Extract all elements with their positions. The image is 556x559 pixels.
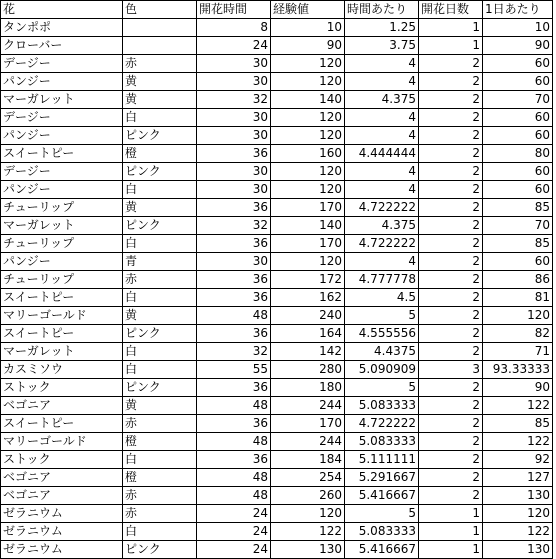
cell-bloom-time[interactable]: 32 — [197, 217, 271, 235]
table-row — [1, 343, 553, 361]
cell-exp[interactable]: 120 — [271, 109, 345, 127]
cell-exp[interactable]: 120 — [271, 505, 345, 523]
cell-per-day[interactable]: 122 — [483, 433, 553, 451]
cell-per-day[interactable]: 71 — [483, 343, 553, 361]
cell-bloom-time[interactable]: 30 — [197, 109, 271, 127]
cell-bloom-time[interactable]: 36 — [197, 199, 271, 217]
cell-color[interactable]: 白 — [123, 109, 197, 127]
cell-color[interactable]: 白 — [123, 289, 197, 307]
cell-exp[interactable]: 122 — [271, 523, 345, 541]
cell-flower[interactable]: スイートピー — [1, 325, 123, 343]
cell-per-day[interactable]: 90 — [483, 379, 553, 397]
cell-per-hour[interactable]: 4 — [345, 109, 419, 127]
cell-color[interactable]: 白 — [123, 181, 197, 199]
cell-per-day[interactable]: 93.33333 — [483, 361, 553, 379]
table-row — [1, 271, 553, 289]
table-row — [1, 181, 553, 199]
cell-exp[interactable]: 170 — [271, 415, 345, 433]
table-row — [1, 487, 553, 505]
cell-per-hour[interactable]: 4 — [345, 181, 419, 199]
cell-bloom-days[interactable]: 2 — [419, 55, 483, 73]
cell-color[interactable]: 黄 — [123, 91, 197, 109]
cell-per-day[interactable]: 122 — [483, 397, 553, 415]
cell-flower[interactable]: マーガレット — [1, 217, 123, 235]
cell-color[interactable] — [123, 19, 197, 37]
cell-per-day[interactable]: 85 — [483, 199, 553, 217]
cell-flower[interactable]: デージー — [1, 55, 123, 73]
cell-exp[interactable]: 184 — [271, 451, 345, 469]
cell-per-day[interactable]: 60 — [483, 109, 553, 127]
cell-flower[interactable]: ゼラニウム — [1, 541, 123, 559]
cell-flower[interactable]: デージー — [1, 109, 123, 127]
cell-color[interactable]: 黄 — [123, 307, 197, 325]
cell-bloom-time[interactable]: 8 — [197, 19, 271, 37]
cell-per-day[interactable]: 81 — [483, 289, 553, 307]
cell-exp[interactable]: 90 — [271, 37, 345, 55]
table-row — [1, 361, 553, 379]
cell-per-hour[interactable]: 4 — [345, 73, 419, 91]
cell-exp[interactable]: 240 — [271, 307, 345, 325]
header-row — [1, 1, 553, 19]
cell-per-day[interactable]: 60 — [483, 253, 553, 271]
cell-flower[interactable]: マリーゴールド — [1, 433, 123, 451]
cell-color[interactable]: ピンク — [123, 325, 197, 343]
cell-per-hour[interactable]: 4.375 — [345, 91, 419, 109]
cell-per-hour[interactable]: 4 — [345, 127, 419, 145]
cell-color[interactable]: ピンク — [123, 541, 197, 559]
header-cell-bloom-time[interactable]: 開花時間 — [197, 1, 271, 19]
cell-bloom-time[interactable]: 30 — [197, 253, 271, 271]
cell-per-hour[interactable]: 5.416667 — [345, 541, 419, 559]
cell-exp[interactable]: 120 — [271, 253, 345, 271]
cell-bloom-time[interactable]: 48 — [197, 487, 271, 505]
table-row — [1, 469, 553, 487]
cell-per-day[interactable]: 10 — [483, 19, 553, 37]
cell-per-hour[interactable]: 5 — [345, 307, 419, 325]
cell-per-day[interactable]: 92 — [483, 451, 553, 469]
cell-bloom-days[interactable]: 2 — [419, 451, 483, 469]
cell-per-hour[interactable]: 5.090909 — [345, 361, 419, 379]
cell-color[interactable]: ピンク — [123, 379, 197, 397]
cell-exp[interactable]: 164 — [271, 325, 345, 343]
cell-bloom-days[interactable]: 2 — [419, 199, 483, 217]
cell-bloom-time[interactable]: 36 — [197, 451, 271, 469]
cell-flower[interactable]: デージー — [1, 163, 123, 181]
cell-color[interactable]: 白 — [123, 523, 197, 541]
cell-exp[interactable]: 254 — [271, 469, 345, 487]
cell-bloom-days[interactable]: 2 — [419, 217, 483, 235]
cell-per-day[interactable]: 90 — [483, 37, 553, 55]
cell-bloom-time[interactable]: 36 — [197, 415, 271, 433]
table-row — [1, 37, 553, 55]
cell-bloom-days[interactable]: 2 — [419, 127, 483, 145]
cell-color[interactable]: 赤 — [123, 55, 197, 73]
cell-color[interactable]: 黄 — [123, 199, 197, 217]
cell-exp[interactable]: 120 — [271, 73, 345, 91]
cell-flower[interactable]: ベゴニア — [1, 397, 123, 415]
cell-per-hour[interactable]: 5 — [345, 379, 419, 397]
cell-bloom-days[interactable]: 2 — [419, 235, 483, 253]
table-row — [1, 289, 553, 307]
header-cell-flower[interactable]: 花 — [1, 1, 123, 19]
cell-bloom-time[interactable]: 30 — [197, 55, 271, 73]
cell-per-hour[interactable]: 4.722222 — [345, 235, 419, 253]
cell-bloom-days[interactable]: 2 — [419, 415, 483, 433]
cell-bloom-time[interactable]: 30 — [197, 73, 271, 91]
cell-exp[interactable]: 140 — [271, 217, 345, 235]
cell-per-hour[interactable]: 3.75 — [345, 37, 419, 55]
cell-flower[interactable]: ストック — [1, 451, 123, 469]
cell-bloom-days[interactable]: 2 — [419, 487, 483, 505]
cell-per-hour[interactable]: 4.5 — [345, 289, 419, 307]
cell-per-hour[interactable]: 4.4375 — [345, 343, 419, 361]
cell-bloom-days[interactable]: 2 — [419, 325, 483, 343]
cell-exp[interactable]: 172 — [271, 271, 345, 289]
cell-per-day[interactable]: 85 — [483, 415, 553, 433]
cell-bloom-time[interactable]: 36 — [197, 271, 271, 289]
cell-per-hour[interactable]: 5.416667 — [345, 487, 419, 505]
cell-per-day[interactable]: 127 — [483, 469, 553, 487]
cell-bloom-days[interactable]: 2 — [419, 397, 483, 415]
cell-flower[interactable]: スイートピー — [1, 415, 123, 433]
cell-bloom-days[interactable]: 2 — [419, 271, 483, 289]
cell-per-hour[interactable]: 4.722222 — [345, 199, 419, 217]
cell-per-hour[interactable]: 5.111111 — [345, 451, 419, 469]
cell-per-day[interactable]: 122 — [483, 523, 553, 541]
cell-bloom-time[interactable]: 36 — [197, 145, 271, 163]
cell-per-day[interactable]: 60 — [483, 127, 553, 145]
cell-exp[interactable]: 120 — [271, 163, 345, 181]
table-row — [1, 217, 553, 235]
table-row — [1, 379, 553, 397]
cell-exp[interactable]: 140 — [271, 91, 345, 109]
cell-flower[interactable]: スイートピー — [1, 145, 123, 163]
cell-bloom-time[interactable]: 30 — [197, 127, 271, 145]
cell-color[interactable]: ピンク — [123, 127, 197, 145]
cell-exp[interactable]: 10 — [271, 19, 345, 37]
cell-per-hour[interactable]: 4 — [345, 253, 419, 271]
cell-flower[interactable]: マリーゴールド — [1, 307, 123, 325]
cell-flower[interactable]: パンジー — [1, 127, 123, 145]
cell-bloom-days[interactable]: 2 — [419, 469, 483, 487]
cell-exp[interactable]: 120 — [271, 127, 345, 145]
cell-bloom-time[interactable]: 24 — [197, 541, 271, 559]
cell-bloom-time[interactable]: 36 — [197, 235, 271, 253]
cell-bloom-days[interactable]: 2 — [419, 181, 483, 199]
header-cell-color[interactable]: 色 — [123, 1, 197, 19]
table-row — [1, 325, 553, 343]
cell-color[interactable]: 白 — [123, 343, 197, 361]
cell-color[interactable]: 黄 — [123, 73, 197, 91]
table-row — [1, 199, 553, 217]
cell-per-hour[interactable]: 5.083333 — [345, 397, 419, 415]
cell-bloom-time[interactable]: 55 — [197, 361, 271, 379]
cell-bloom-days[interactable]: 2 — [419, 289, 483, 307]
cell-flower[interactable]: マーガレット — [1, 91, 123, 109]
table-row — [1, 109, 553, 127]
cell-per-hour[interactable]: 1.25 — [345, 19, 419, 37]
table-row — [1, 523, 553, 541]
cell-color[interactable]: 黄 — [123, 397, 197, 415]
cell-exp[interactable]: 120 — [271, 55, 345, 73]
cell-flower[interactable]: ベゴニア — [1, 487, 123, 505]
cell-per-day[interactable]: 85 — [483, 235, 553, 253]
cell-color[interactable]: 橙 — [123, 145, 197, 163]
cell-per-day[interactable]: 130 — [483, 541, 553, 559]
cell-per-day[interactable]: 70 — [483, 91, 553, 109]
cell-bloom-time[interactable]: 24 — [197, 37, 271, 55]
cell-color[interactable]: 青 — [123, 253, 197, 271]
cell-bloom-time[interactable]: 48 — [197, 433, 271, 451]
cell-per-hour[interactable]: 5.291667 — [345, 469, 419, 487]
cell-bloom-days[interactable]: 2 — [419, 379, 483, 397]
cell-bloom-time[interactable]: 24 — [197, 505, 271, 523]
cell-exp[interactable]: 170 — [271, 199, 345, 217]
header-cell-per-day[interactable]: 1日あたり — [483, 1, 553, 19]
cell-flower[interactable]: ゼラニウム — [1, 523, 123, 541]
cell-exp[interactable]: 244 — [271, 433, 345, 451]
cell-color[interactable]: ピンク — [123, 163, 197, 181]
table-row — [1, 127, 553, 145]
cell-bloom-time[interactable]: 36 — [197, 325, 271, 343]
cell-color[interactable]: 白 — [123, 451, 197, 469]
table-row — [1, 19, 553, 37]
cell-per-day[interactable]: 130 — [483, 487, 553, 505]
cell-exp[interactable]: 260 — [271, 487, 345, 505]
cell-bloom-days[interactable]: 2 — [419, 109, 483, 127]
cell-bloom-days[interactable]: 2 — [419, 145, 483, 163]
cell-flower[interactable]: タンポポ — [1, 19, 123, 37]
cell-per-hour[interactable]: 5.083333 — [345, 433, 419, 451]
table-row — [1, 451, 553, 469]
cell-exp[interactable]: 180 — [271, 379, 345, 397]
cell-per-day[interactable]: 60 — [483, 163, 553, 181]
table-row — [1, 235, 553, 253]
header-cell-bloom-days[interactable]: 開花日数 — [419, 1, 483, 19]
cell-flower[interactable]: マーガレット — [1, 343, 123, 361]
cell-flower[interactable]: ベゴニア — [1, 469, 123, 487]
cell-exp[interactable]: 160 — [271, 145, 345, 163]
cell-flower[interactable]: パンジー — [1, 73, 123, 91]
header-row-group — [1, 1, 553, 19]
cell-exp[interactable]: 130 — [271, 541, 345, 559]
cell-per-hour[interactable]: 5.083333 — [345, 523, 419, 541]
cell-color[interactable]: 橙 — [123, 433, 197, 451]
cell-flower[interactable]: スイートピー — [1, 289, 123, 307]
table-row — [1, 163, 553, 181]
cell-bloom-days[interactable]: 2 — [419, 73, 483, 91]
cell-bloom-time[interactable]: 36 — [197, 379, 271, 397]
cell-per-day[interactable]: 80 — [483, 145, 553, 163]
cell-flower[interactable]: カスミソウ — [1, 361, 123, 379]
cell-bloom-days[interactable]: 1 — [419, 541, 483, 559]
cell-exp[interactable]: 142 — [271, 343, 345, 361]
cell-flower[interactable]: パンジー — [1, 253, 123, 271]
cell-bloom-days[interactable]: 1 — [419, 19, 483, 37]
table-row — [1, 433, 553, 451]
cell-bloom-time[interactable]: 30 — [197, 181, 271, 199]
table-row — [1, 397, 553, 415]
cell-bloom-time[interactable]: 30 — [197, 163, 271, 181]
cell-bloom-days[interactable]: 2 — [419, 343, 483, 361]
cell-per-day[interactable]: 86 — [483, 271, 553, 289]
cell-exp[interactable]: 170 — [271, 235, 345, 253]
cell-per-hour[interactable]: 4.777778 — [345, 271, 419, 289]
table-row — [1, 55, 553, 73]
cell-color[interactable]: 赤 — [123, 271, 197, 289]
cell-per-day[interactable]: 82 — [483, 325, 553, 343]
cell-color[interactable]: 赤 — [123, 415, 197, 433]
cell-per-day[interactable]: 60 — [483, 55, 553, 73]
header-cell-exp[interactable]: 経験値 — [271, 1, 345, 19]
cell-per-day[interactable]: 120 — [483, 505, 553, 523]
cell-per-day[interactable]: 70 — [483, 217, 553, 235]
cell-color[interactable]: 赤 — [123, 487, 197, 505]
cell-flower[interactable]: チューリップ — [1, 235, 123, 253]
cell-bloom-days[interactable]: 2 — [419, 433, 483, 451]
cell-bloom-time[interactable]: 32 — [197, 91, 271, 109]
cell-bloom-days[interactable]: 3 — [419, 361, 483, 379]
cell-color[interactable]: ピンク — [123, 217, 197, 235]
cell-bloom-time[interactable]: 24 — [197, 523, 271, 541]
cell-per-hour[interactable]: 4.444444 — [345, 145, 419, 163]
table-row — [1, 73, 553, 91]
cell-per-hour[interactable]: 5 — [345, 505, 419, 523]
cell-bloom-days[interactable]: 1 — [419, 505, 483, 523]
cell-bloom-time[interactable]: 36 — [197, 289, 271, 307]
table-row — [1, 307, 553, 325]
table-body — [1, 19, 553, 559]
cell-bloom-time[interactable]: 48 — [197, 307, 271, 325]
cell-flower[interactable]: ゼラニウム — [1, 505, 123, 523]
cell-flower[interactable]: チューリップ — [1, 271, 123, 289]
cell-bloom-days[interactable]: 2 — [419, 253, 483, 271]
cell-per-day[interactable]: 120 — [483, 307, 553, 325]
cell-per-hour[interactable]: 4.555556 — [345, 325, 419, 343]
cell-per-hour[interactable]: 4 — [345, 163, 419, 181]
cell-color[interactable]: 白 — [123, 361, 197, 379]
cell-bloom-time[interactable]: 48 — [197, 469, 271, 487]
cell-exp[interactable]: 280 — [271, 361, 345, 379]
cell-exp[interactable]: 162 — [271, 289, 345, 307]
cell-bloom-time[interactable]: 48 — [197, 397, 271, 415]
cell-color[interactable]: 橙 — [123, 469, 197, 487]
table-row — [1, 253, 553, 271]
cell-color[interactable]: 白 — [123, 235, 197, 253]
cell-bloom-time[interactable]: 32 — [197, 343, 271, 361]
cell-bloom-days[interactable]: 2 — [419, 91, 483, 109]
cell-per-day[interactable]: 60 — [483, 73, 553, 91]
table-row — [1, 415, 553, 433]
cell-per-hour[interactable]: 4 — [345, 55, 419, 73]
cell-flower[interactable]: チューリップ — [1, 199, 123, 217]
cell-exp[interactable]: 120 — [271, 181, 345, 199]
table-row — [1, 91, 553, 109]
cell-flower[interactable]: クローバー — [1, 37, 123, 55]
header-cell-per-hour[interactable]: 時間あたり — [345, 1, 419, 19]
cell-color[interactable] — [123, 37, 197, 55]
table-row — [1, 541, 553, 559]
cell-flower[interactable]: ストック — [1, 379, 123, 397]
cell-color[interactable]: 赤 — [123, 505, 197, 523]
cell-per-hour[interactable]: 4.722222 — [345, 415, 419, 433]
table-row — [1, 505, 553, 523]
cell-bloom-days[interactable]: 1 — [419, 37, 483, 55]
cell-bloom-days[interactable]: 2 — [419, 163, 483, 181]
cell-bloom-days[interactable]: 1 — [419, 523, 483, 541]
cell-bloom-days[interactable]: 2 — [419, 307, 483, 325]
cell-exp[interactable]: 244 — [271, 397, 345, 415]
cell-per-hour[interactable]: 4.375 — [345, 217, 419, 235]
table-row — [1, 145, 553, 163]
cell-per-day[interactable]: 60 — [483, 181, 553, 199]
cell-flower[interactable]: パンジー — [1, 181, 123, 199]
